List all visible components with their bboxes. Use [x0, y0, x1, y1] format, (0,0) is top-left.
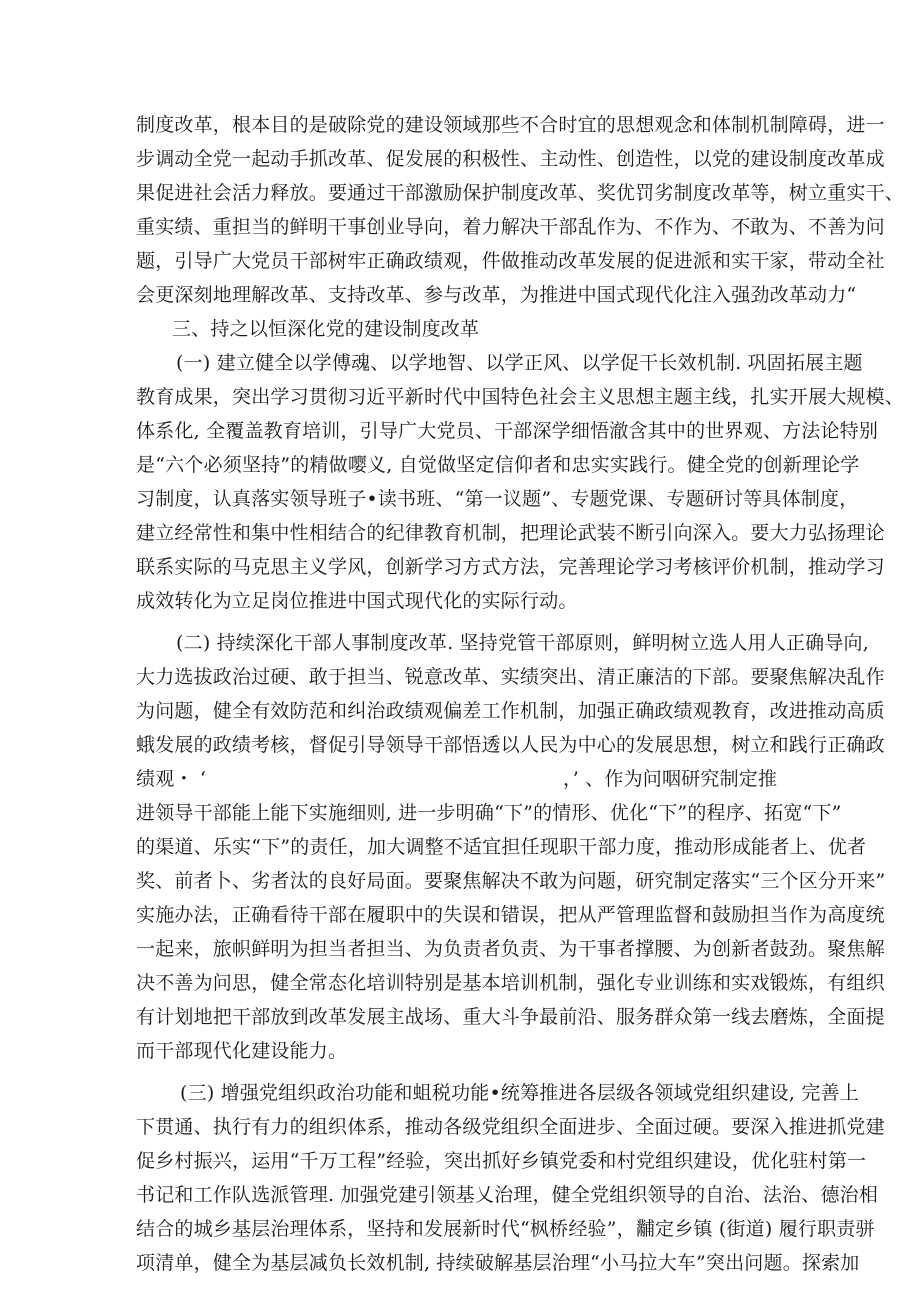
- broken-line-right: ，’ 、作为问咽研究制定推: [563, 768, 778, 790]
- paragraph-line: 蛾发展的政绩考核，督促引导领导干部悟透以人民为中心的发展思想，树立和践行正确政: [136, 734, 885, 756]
- paragraph-line: 制度改革，根本目的是破除党的建设领域那些不合时宜的思想观念和体制机制障碍，进一: [136, 114, 885, 136]
- paragraph-line: 决不善为问思，健全常态化培训特别是基本培训机制，强化专业训练和实戏锻炼，有组织: [136, 972, 885, 994]
- paragraph-line: 大力选拔政治过硬、敢于担当、锐意改革、实绩突出、清正廉洁的下部。要聚焦解决乱作: [136, 666, 885, 688]
- paragraph-line: 实施办法，正确看待干部在履职中的失误和错误，把从严管理监督和鼓励担当作为高度统: [136, 904, 885, 926]
- paragraph-line: 建立经常性和集中性相结合的纪律教育机制，把理论武装不断引向深入。要大力弘扬理论: [136, 522, 885, 544]
- paragraph-line: 成效转化为立足岗位推进中国式现代化的实际行动。: [136, 590, 578, 612]
- paragraph-line: 一起来，旅帜鲜明为担当者担当、为负责者负责、为干事者撑腰、为创新者鼓劲。聚焦解: [136, 938, 885, 960]
- paragraph-line: 果促进社会活力释放。要通过干部激励保护制度改革、奖优罚劣制度改革等，树立重实干、: [136, 182, 905, 204]
- section-heading: 三、持之以恒深化党的建设制度改革: [172, 318, 480, 340]
- paragraph-line: 书记和工作队选派管理. 加强党建引领基乂治理，健全党组织领导的自治、法治、德治相: [136, 1184, 879, 1206]
- paragraph-line: 而干部现代化建设能力。: [136, 1040, 348, 1062]
- paragraph-line: 促乡村振兴，运用“千万工程”经验，突出抓好乡镇党委和村党组织建设，优化驻村第一: [136, 1150, 867, 1172]
- paragraph-line: 奖、前者卜、劣者汰的良好局面。要聚焦解决不敢为问题，研究制定落实“三个区分开来”: [136, 870, 886, 892]
- paragraph-line: 为问题，健全有效防范和纠治政绩观偏差工作机制，加强正确政绩观教育，改进推动高质: [136, 700, 885, 722]
- paragraph-line: (一) 建立健全以学傅魂、以学地智、以学正风、以学促干长效机制. 巩固拓展主题: [176, 352, 863, 374]
- paragraph-line: 题，引导广大党员干部树牢正确政绩观，件做推动改革发展的促进派和实干家，带动全社: [136, 250, 885, 272]
- paragraph-line: 进领导干部能上能下实施细则, 进一步明确“下”的情形、优化“下”的程序、拓宽“下”: [136, 802, 842, 824]
- paragraph-line: 体系化, 全覆盖教育培训，引导广大党员、干部深学细悟澈含其中的世界观、方法论特别: [136, 420, 879, 442]
- paragraph-line: 会更深刻地理解改革、支持改革、参与改革，为推进中国式现代化注入强劲改革动力“: [136, 284, 857, 306]
- paragraph-line: 下贯通、执行有力的组织体系，推动各级党组织全面进步、全面过硬。要深入推进抓党建: [136, 1116, 885, 1138]
- paragraph-line: 的渠道、乐实“下”的责任，加大调整不适宜担任现职干部力度，推动形成能者上、优者: [136, 836, 867, 858]
- paragraph-line: 联系实际的马克思主义学风，创新学习方式方法，完善理论学习考核评价机制，推动学习: [136, 556, 885, 578]
- paragraph-line: 项清单，健全为基层减负长效机制, 持续破解基层治理“小马拉大车”突出问题。探索加: [136, 1252, 860, 1274]
- paragraph-line: (三) 增强党组织政治功能和蛆税功能•统筹推进各层级各领域党组织建设, 完善上: [180, 1082, 859, 1104]
- paragraph-line: 习制度，认真落实领导班子•读书班、“第一议题”、专题党课、专题研讨等具体制度，: [136, 488, 859, 510]
- paragraph-line: 重实绩、重担当的鲜明干事创业导向，着力解决干部乱作为、不作为、不敢为、不善为问: [136, 216, 885, 238]
- paragraph-line: 有计划地把干部放到改革发展主战场、重大斗争最前沿、服务群众第一线去磨炼，全面提: [136, 1006, 885, 1028]
- broken-line-left: 绩观・ ‘: [136, 768, 207, 790]
- paragraph-line: 是“六个必须坚持”的精做嘤义, 自觉做坚定信仰者和忠实实践行。健全党的创新理论学: [136, 454, 860, 476]
- paragraph-line: (二) 持续深化干部人事制度改革. 坚持党管干部原则，鲜明树立选人用人正确导向,: [176, 632, 869, 654]
- paragraph-line: 教育成果，突出学习贯彻习近平新时代中国特色社会主义思想主题主线，扎实开展大规模、: [136, 386, 905, 408]
- paragraph-line: 结合的城乡基层治理体系，坚持和发展新时代“枫桥经验”，黼定乡镇 (街道) 履行职责骈: [136, 1218, 875, 1240]
- paragraph-line: 步调动全党一起动手抓改革、促发展的积极性、主动性、创造性，以党的建设制度改革成: [136, 148, 885, 170]
